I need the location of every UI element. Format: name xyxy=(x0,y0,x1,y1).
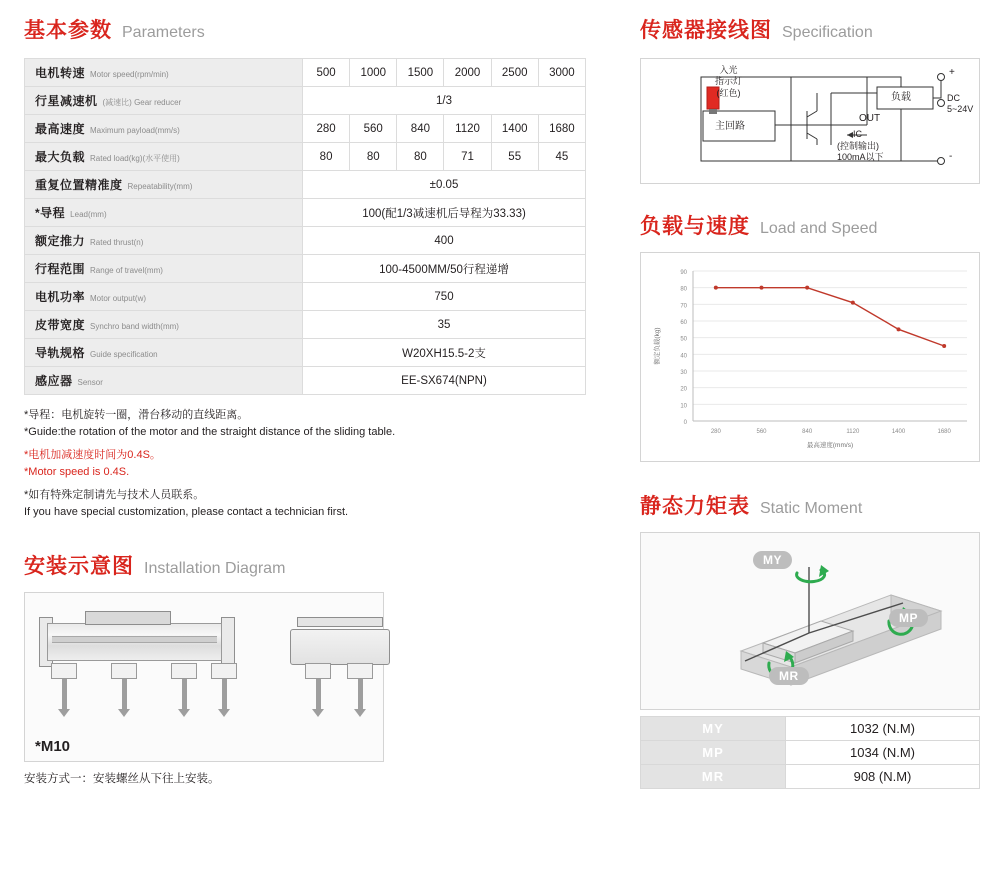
moment-key: MP xyxy=(641,741,786,765)
row-label-cn: 最高速度 xyxy=(35,122,86,136)
mount-screw xyxy=(182,679,187,711)
wiring-heading xyxy=(640,14,980,44)
main-circuit-label: 主回路 xyxy=(715,121,745,132)
parameters-heading-en: Parameters xyxy=(122,24,205,41)
svg-text:最高速度(mm/s): 最高速度(mm/s) xyxy=(806,442,854,449)
row-label-en: Range of travel(mm) xyxy=(90,266,163,275)
table-row xyxy=(25,367,586,395)
table-row xyxy=(25,227,586,255)
row-label xyxy=(25,171,303,199)
end-view-body xyxy=(290,629,390,665)
cell-value: EE-SX674(NPN) xyxy=(303,367,586,395)
mp-badge: MP xyxy=(889,609,928,627)
row-label-cn: 感应器 xyxy=(35,374,73,388)
row-label-en: Motor output(w) xyxy=(90,294,147,303)
row-label-en: Motor speed(rpm/min) xyxy=(90,70,169,79)
cell-value: 1500 xyxy=(397,59,444,87)
row-label xyxy=(25,87,303,115)
wiring-heading-cn: 传感器接线图 xyxy=(640,19,772,42)
table-row xyxy=(25,283,586,311)
svg-text:1400: 1400 xyxy=(891,429,906,435)
wiring-diagram xyxy=(640,58,980,184)
row-label-en: Synchro band width(mm) xyxy=(90,322,179,331)
row-label-en: Rated thrust(n) xyxy=(90,238,144,247)
right-column xyxy=(640,14,980,789)
row-label-en: Guide specification xyxy=(90,350,158,359)
svg-text:90: 90 xyxy=(680,270,687,276)
moment-diagram xyxy=(640,532,980,710)
cell-value: 1680 xyxy=(538,115,585,143)
ic-label: IC xyxy=(853,129,862,139)
row-label-cn: 重复位置精准度 xyxy=(35,178,123,192)
dc-label xyxy=(947,93,973,116)
control-output-label xyxy=(837,141,884,164)
cell-value: 1400 xyxy=(491,115,538,143)
row-label-en: Sensor xyxy=(77,378,103,387)
moment-table xyxy=(640,716,980,789)
moment-diagram-svg xyxy=(641,533,980,710)
parameters-heading xyxy=(24,14,589,44)
installation-diagram xyxy=(24,592,384,762)
row-label-cn: 行程范围 xyxy=(35,262,86,276)
svg-text:70: 70 xyxy=(680,303,687,310)
row-label xyxy=(25,59,303,87)
lamp-label-line1: 入光 xyxy=(719,65,738,75)
row-label xyxy=(25,227,303,255)
table-row xyxy=(25,59,586,87)
note-line: *导程：电机旋转一圈，滑台移动的直线距离。 xyxy=(24,409,249,421)
installation-heading-cn: 安装示意图 xyxy=(24,555,134,578)
moment-heading-cn: 静态力矩表 xyxy=(640,495,750,518)
control-output-line1: (控制输出) xyxy=(837,141,879,151)
mount-foot xyxy=(305,663,331,679)
row-label-en: Maximum payload(mm/s) xyxy=(90,126,180,135)
table-row xyxy=(25,199,586,227)
cell-value: 1/3 xyxy=(303,87,586,115)
moment-heading-en: Static Moment xyxy=(760,500,863,517)
cell-value: 35 xyxy=(303,311,586,339)
svg-text:1120: 1120 xyxy=(846,429,860,435)
row-label xyxy=(25,199,303,227)
row-label-en: Repeatability(mm) xyxy=(127,182,193,191)
note-line: If you have special customization, please contact a technician first. xyxy=(24,505,349,518)
wiring-schematic-svg xyxy=(641,59,981,185)
mount-screw xyxy=(222,679,227,711)
svg-text:840: 840 xyxy=(802,429,813,435)
control-output-line2: 100mA以下 xyxy=(837,152,884,163)
cell-value: 840 xyxy=(397,115,444,143)
mount-screw xyxy=(62,679,67,711)
mount-screw xyxy=(358,679,363,711)
row-label xyxy=(25,339,303,367)
rail-end-cap-right xyxy=(221,617,235,667)
row-label-cn: 电机转速 xyxy=(35,66,86,80)
table-row xyxy=(25,339,586,367)
cell-value: 500 xyxy=(303,59,350,87)
table-row xyxy=(641,741,980,765)
parameters-table-body xyxy=(25,59,586,395)
cell-value: 100-4500MM/50行程递增 xyxy=(303,255,586,283)
moment-heading xyxy=(640,490,980,520)
row-label xyxy=(25,143,303,171)
row-label-cn: 电机功率 xyxy=(35,290,86,304)
mount-screw xyxy=(122,679,127,711)
mount-foot xyxy=(347,663,373,679)
carriage-block xyxy=(85,611,171,625)
svg-text:280: 280 xyxy=(710,429,721,435)
mount-foot xyxy=(211,663,237,679)
cell-value: 45 xyxy=(538,143,585,171)
moment-key: MR xyxy=(641,765,786,789)
lamp-label-line3: (红色) xyxy=(716,87,741,98)
svg-text:额定负载(kg): 额定负载(kg) xyxy=(654,327,661,365)
row-label-cn: 额定推力 xyxy=(35,234,86,248)
svg-text:60: 60 xyxy=(680,320,687,326)
svg-text:80: 80 xyxy=(680,286,687,293)
parameters-heading-cn: 基本参数 xyxy=(24,19,112,42)
mount-foot xyxy=(171,663,197,679)
svg-text:20: 20 xyxy=(680,386,687,393)
mount-foot xyxy=(111,663,137,679)
load-speed-heading-en: Load and Speed xyxy=(760,220,878,237)
row-label-cn: 导轨规格 xyxy=(35,346,86,360)
rail-body xyxy=(47,623,222,661)
table-row xyxy=(25,255,586,283)
dc-line1: DC xyxy=(947,93,960,103)
mount-screw xyxy=(316,679,321,711)
moment-value: 1034 (N.M) xyxy=(786,741,980,765)
moment-value: 908 (N.M) xyxy=(786,765,980,789)
table-row xyxy=(641,717,980,741)
row-label-cn: 行星减速机 xyxy=(35,94,98,108)
note-line: *Guide:the rotation of the motor and the straight distance of the sliding table. xyxy=(24,425,396,438)
moment-table-body xyxy=(641,717,980,789)
parameters-table xyxy=(24,58,586,395)
svg-text:10: 10 xyxy=(680,403,687,410)
installation-heading-en: Installation Diagram xyxy=(144,560,286,577)
minus-terminal-label: - xyxy=(949,151,953,162)
load-speed-chart xyxy=(640,252,980,462)
row-label xyxy=(25,283,303,311)
moment-key: MY xyxy=(641,717,786,741)
moment-value: 1032 (N.M) xyxy=(786,717,980,741)
svg-text:30: 30 xyxy=(680,370,687,376)
load-speed-heading-cn: 负载与速度 xyxy=(640,215,750,238)
cell-value: 80 xyxy=(350,143,397,171)
row-label-en: (减速比) Gear reducer xyxy=(102,98,182,107)
table-row xyxy=(641,765,980,789)
svg-text:1680: 1680 xyxy=(937,429,951,435)
load-speed-chart-svg xyxy=(641,253,981,463)
cell-value: 750 xyxy=(303,283,586,311)
note-line: *如有特殊定制请先与技术人员联系。 xyxy=(24,489,205,501)
out-label: OUT xyxy=(859,113,881,124)
cell-value: 3000 xyxy=(538,59,585,87)
cell-value: 1120 xyxy=(444,115,491,143)
my-badge: MY xyxy=(753,551,792,569)
table-row xyxy=(25,171,586,199)
svg-text:560: 560 xyxy=(756,429,767,435)
table-row xyxy=(25,115,586,143)
lamp-label-line2: 指示灯 xyxy=(715,76,743,87)
cell-value: 100(配1/3减速机后导程为33.33) xyxy=(303,199,586,227)
cell-value: 560 xyxy=(350,115,397,143)
cell-value: 80 xyxy=(397,143,444,171)
svg-text:50: 50 xyxy=(680,336,687,343)
note-line: *Motor speed is 0.4S. xyxy=(24,465,130,478)
row-label xyxy=(25,367,303,395)
load-label: 负载 xyxy=(891,92,911,103)
mr-badge: MR xyxy=(769,667,809,685)
row-label-en: Rated load(kg)(水平使用) xyxy=(90,154,180,163)
row-label-cn: *导程 xyxy=(35,206,66,220)
m10-label: *M10 xyxy=(35,738,71,755)
note-line: *电机加减速度时间为0.4S。 xyxy=(24,449,161,461)
note-gap xyxy=(24,440,589,447)
mount-foot xyxy=(51,663,77,679)
load-speed-heading xyxy=(640,210,980,240)
left-column xyxy=(24,14,589,786)
row-label-en: Lead(mm) xyxy=(70,210,107,219)
cell-value: 400 xyxy=(303,227,586,255)
lamp-label xyxy=(715,65,742,99)
row-label xyxy=(25,311,303,339)
dc-line2: 5~24V xyxy=(947,104,974,115)
row-label xyxy=(25,255,303,283)
end-view-top-plate xyxy=(297,617,383,627)
cell-value: 71 xyxy=(444,143,491,171)
row-label-cn: 最大负载 xyxy=(35,150,86,164)
svg-text:0: 0 xyxy=(683,420,687,426)
cell-value: 55 xyxy=(491,143,538,171)
row-label xyxy=(25,115,303,143)
table-row xyxy=(25,311,586,339)
wiring-heading-en: Specification xyxy=(782,24,873,41)
cell-value: ±0.05 xyxy=(303,171,586,199)
note-gap xyxy=(24,480,589,487)
cell-value: 2500 xyxy=(491,59,538,87)
cell-value: 280 xyxy=(303,115,350,143)
table-row xyxy=(25,87,586,115)
parameters-notes xyxy=(24,407,589,520)
plus-terminal-label: + xyxy=(949,67,955,78)
cell-value: W20XH15.5-2支 xyxy=(303,339,586,367)
cell-value: 2000 xyxy=(444,59,491,87)
installation-heading xyxy=(24,550,589,580)
cell-value: 1000 xyxy=(350,59,397,87)
table-row xyxy=(25,143,586,171)
row-label-cn: 皮带宽度 xyxy=(35,318,86,332)
installation-caption: 安装方式一：安装螺丝从下往上安装。 xyxy=(24,773,220,785)
svg-text:40: 40 xyxy=(680,353,687,360)
cell-value: 80 xyxy=(303,143,350,171)
